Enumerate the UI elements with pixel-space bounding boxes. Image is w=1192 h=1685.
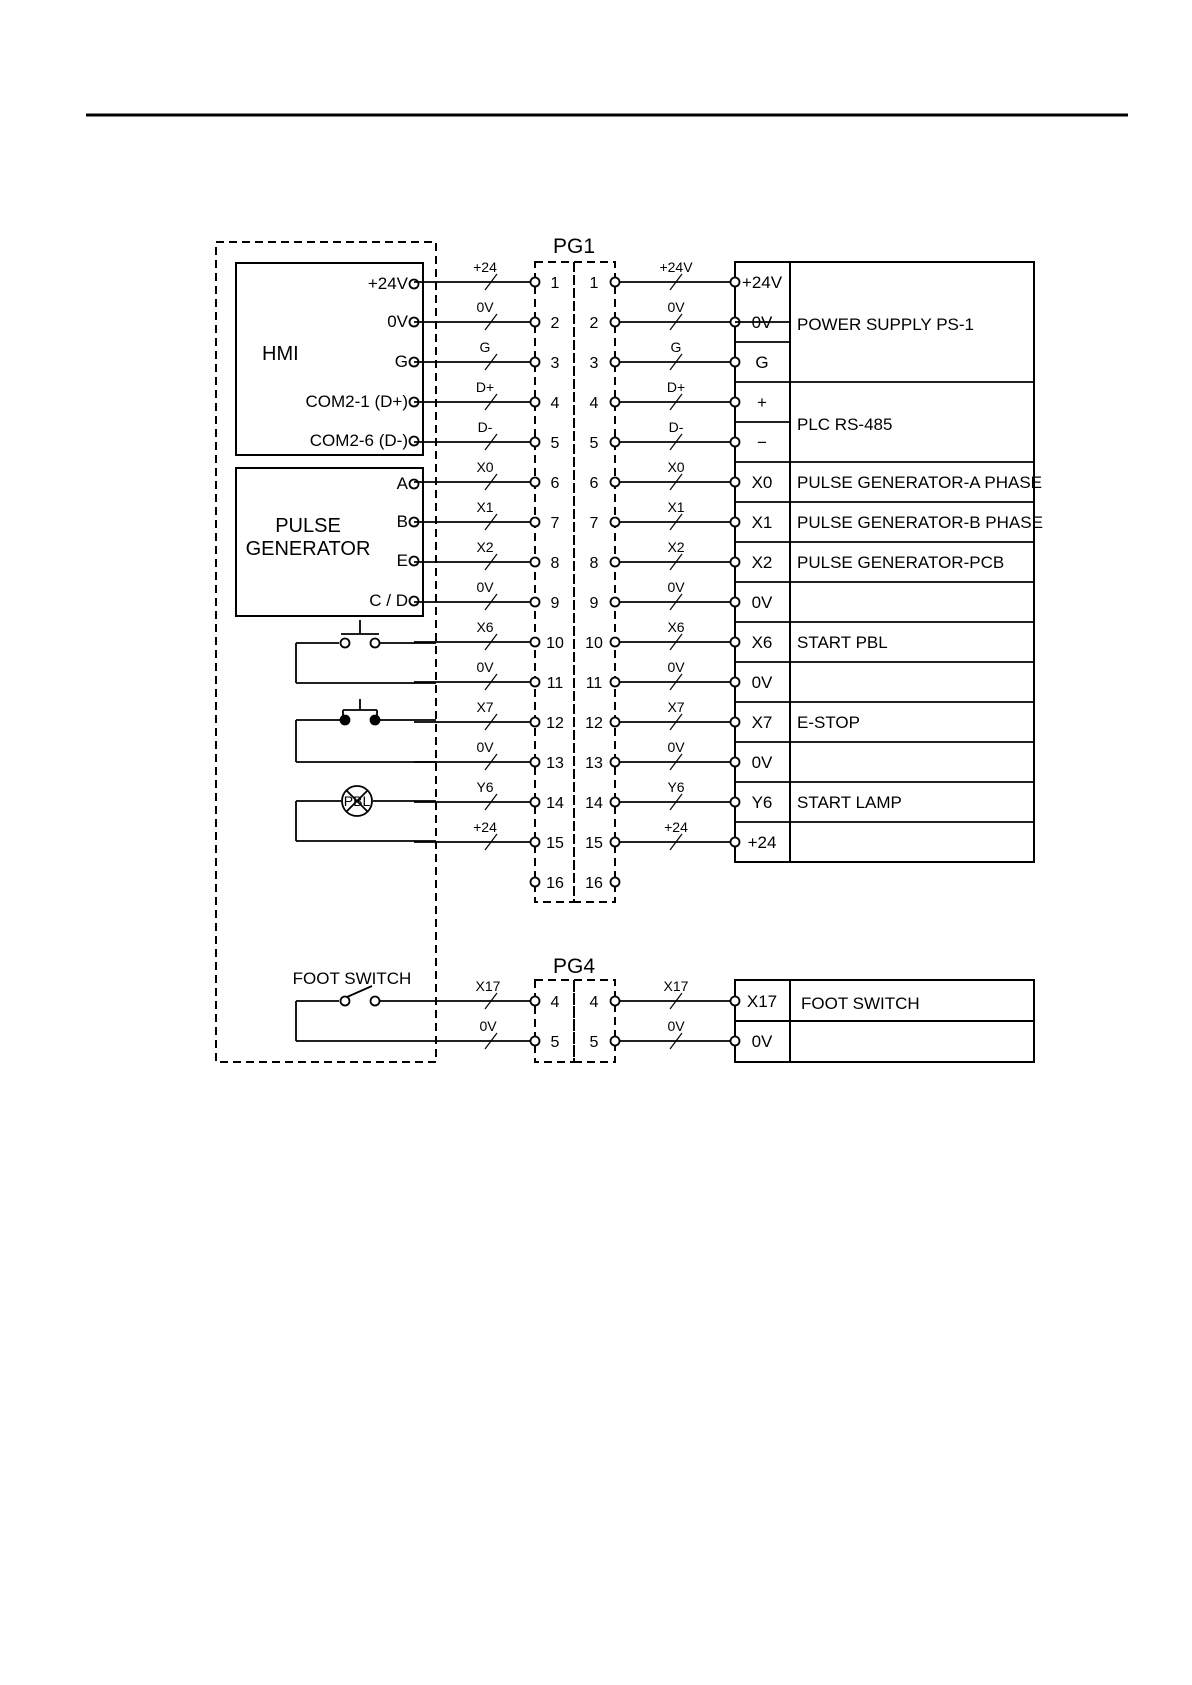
pg1-right-pin-0: 1: [589, 275, 599, 292]
pbl-lamp-label: PBL: [343, 793, 371, 809]
pg1-right-pin-dot-12: [611, 758, 620, 767]
pg1-right-pin-1: 2: [589, 315, 599, 332]
pg1-left-pin-dot-1: [531, 318, 540, 327]
pg1-right-pin-dot-1: [611, 318, 620, 327]
pg1-right-pin-10: 11: [585, 675, 603, 692]
pg1-left-pin-9: 10: [546, 635, 564, 652]
left-wire-label-13: Y6: [476, 779, 494, 795]
pg1-right-pin-dot-8: [611, 598, 620, 607]
pg1-left-pin-12: 13: [546, 755, 564, 772]
pg1-left-pin-5: 6: [550, 475, 560, 492]
pg4-right-wire-label-0: X17: [663, 978, 689, 994]
table-code-5: X0: [751, 473, 773, 492]
right-wire-label-7: X2: [667, 539, 685, 555]
pg1-right-pin-5: 6: [589, 475, 599, 492]
table-terminal-dot-11: [731, 718, 740, 727]
left-wire-label-9: X6: [476, 619, 494, 635]
right-wire-label-11: X7: [667, 699, 685, 715]
pg1-left-pin-dot-8: [531, 598, 540, 607]
power-supply-label: POWER SUPPLY PS-1: [797, 315, 974, 334]
pg1-right-pin-9: 10: [585, 635, 603, 652]
right-wire-label-13: Y6: [667, 779, 685, 795]
pg1-left-pin-dot-9: [531, 638, 540, 647]
table-terminal-dot-0: [731, 278, 740, 287]
table-description-6: E-STOP: [797, 713, 860, 732]
right-wire-label-12: 0V: [667, 739, 685, 755]
left-wire-label-3: D+: [475, 379, 495, 395]
table-code-14: +24: [747, 833, 777, 852]
right-wire-label-6: X1: [667, 499, 685, 515]
pg1-left-pin-dot-14: [531, 838, 540, 847]
left-wire-label-2: G: [479, 339, 491, 355]
pg4-left-pin-0: 4: [550, 994, 560, 1011]
pg1-left-pin-dot-7: [531, 558, 540, 567]
pg1-left-pin-8: 9: [550, 595, 560, 612]
pg4-table-terminal-dot-1: [731, 1037, 740, 1046]
pg1-left-pin-dot-15: [531, 878, 540, 887]
pg1-left-pin-4: 5: [550, 435, 560, 452]
right-wire-label-1: 0V: [667, 299, 685, 315]
pg1-left-pin-11: 12: [546, 715, 564, 732]
pg4-right-pin-0: 4: [589, 994, 599, 1011]
pg4-table-terminal-dot-0: [731, 997, 740, 1006]
pg1-right-pin-12: 13: [585, 755, 603, 772]
pg1-right-pin-dot-5: [611, 478, 620, 487]
pg1-right-pin-4: 5: [589, 435, 599, 452]
table-description-2: PULSE GENERATOR-PCB: [797, 553, 1005, 572]
table-code-1: 0V: [751, 313, 773, 332]
table-terminal-dot-12: [731, 758, 740, 767]
table-code-7: X2: [751, 553, 773, 572]
table-description-8: START LAMP: [797, 793, 902, 812]
pg1-right-pin-dot-4: [611, 438, 620, 447]
pg1-left-pin-dot-3: [531, 398, 540, 407]
pg4-title: PG4: [552, 955, 596, 978]
table-terminal-dot-7: [731, 558, 740, 567]
table-code-11: X7: [751, 713, 773, 732]
left-wire-label-14: +24: [473, 819, 497, 835]
wire-layer: [410, 274, 1035, 1049]
hmi-terminal-dot-4: [410, 437, 419, 446]
pg1-right-pin-dot-2: [611, 358, 620, 367]
label-layer: [306, 259, 1043, 1051]
pg1-right-pin-13: 14: [585, 795, 603, 812]
pg1-right-pin-dot-0: [611, 278, 620, 287]
left-wire-label-0: +24: [473, 259, 497, 275]
pg4-right-pin-1: 5: [589, 1034, 599, 1051]
foot-switch-symbol: [296, 986, 436, 1041]
table-terminal-dot-13: [731, 798, 740, 807]
pg1-left-pin-14: 15: [546, 835, 564, 852]
right-wire-label-3: D+: [666, 379, 686, 395]
pg1-left-pin-dot-5: [531, 478, 540, 487]
pg1-left-pin-2: 3: [550, 355, 560, 372]
table-terminal-dot-2: [731, 358, 740, 367]
table-code-4: −: [757, 433, 767, 452]
pulse-generator-label-line2: GENERATOR: [245, 538, 371, 560]
pg4-left-pin-1: 5: [550, 1034, 560, 1051]
pulse-generator-terminal-dot-3: [410, 597, 419, 606]
left-wire-label-7: X2: [476, 539, 494, 555]
table-code-12: 0V: [751, 753, 773, 772]
right-wire-label-9: X6: [667, 619, 685, 635]
hmi-terminal-dot-0: [410, 280, 419, 289]
plc-rs485-label: PLC RS-485: [797, 415, 893, 434]
pg1-right-pin-6: 7: [589, 515, 599, 532]
table-terminal-dot-5: [731, 478, 740, 487]
hmi-terminal-1: 0V: [387, 312, 408, 331]
pg1-right-pin-15: 16: [585, 875, 603, 892]
left-wire-label-6: X1: [476, 499, 494, 515]
table-terminal-dot-4: [731, 438, 740, 447]
pg1-right-pin-dot-14: [611, 838, 620, 847]
pulse-generator-terminal-dot-2: [410, 557, 419, 566]
pulse-generator-terminal-dot-0: [410, 480, 419, 489]
right-wire-label-0: +24V: [659, 259, 693, 275]
pg1-left-pin-3: 4: [550, 395, 560, 412]
table-terminal-dot-6: [731, 518, 740, 527]
hmi-label: HMI: [262, 343, 299, 365]
pg1-left-pin-dot-2: [531, 358, 540, 367]
pg4-description-0: FOOT SWITCH: [801, 994, 920, 1013]
right-wire-label-5: X0: [667, 459, 685, 475]
table-code-6: X1: [751, 513, 773, 532]
pg1-left-pin-0: 1: [550, 275, 560, 292]
table-terminal-dot-10: [731, 678, 740, 687]
pg1-right-pin-dot-6: [611, 518, 620, 527]
right-wire-label-8: 0V: [667, 579, 685, 595]
pg1-right-pin-2: 3: [589, 355, 599, 372]
right-wire-label-2: G: [670, 339, 682, 355]
pg1-right-pin-3: 4: [589, 395, 599, 412]
table-code-2: G: [755, 353, 769, 372]
table-terminal-dot-8: [731, 598, 740, 607]
pg1-left-pin-1: 2: [550, 315, 560, 332]
pg1-left-pin-10: 11: [546, 675, 564, 692]
pg1-left-pin-dot-6: [531, 518, 540, 527]
pg4-left-pin-dot-0: [531, 997, 540, 1006]
pg1-left-pin-dot-13: [531, 798, 540, 807]
pg1-right-pin-dot-3: [611, 398, 620, 407]
pulse-generator-label-line1: PULSE: [275, 515, 341, 537]
pg4-table-code-1: 0V: [751, 1032, 773, 1051]
pg1-left-pin-dot-10: [531, 678, 540, 687]
left-wire-label-11: X7: [476, 699, 494, 715]
pg4-table-code-0: X17: [746, 992, 778, 1011]
hmi-terminal-2: G: [394, 352, 408, 371]
pg1-right-pin-dot-13: [611, 798, 620, 807]
pg4-left-wire-label-0: X17: [475, 978, 501, 994]
pg4-right-pin-dot-0: [611, 997, 620, 1006]
right-wire-label-4: D-: [668, 419, 684, 435]
table-code-3: +: [757, 393, 767, 412]
table-code-13: Y6: [751, 793, 773, 812]
left-wire-label-10: 0V: [476, 659, 494, 675]
left-wire-label-5: X0: [476, 459, 494, 475]
start-pushbutton-symbol: [296, 620, 436, 683]
pg1-left-pin-7: 8: [550, 555, 560, 572]
table-code-8: 0V: [751, 593, 773, 612]
pg1-left-pin-13: 14: [546, 795, 564, 812]
left-wire-label-12: 0V: [476, 739, 494, 755]
pulse-generator-terminal-2: E: [396, 551, 408, 570]
pg1-right-pin-dot-15: [611, 878, 620, 887]
pg1-left-pin-dot-4: [531, 438, 540, 447]
pg1-right-pin-dot-10: [611, 678, 620, 687]
foot-switch-label: FOOT SWITCH: [292, 969, 412, 988]
pg1-right-pin-dot-7: [611, 558, 620, 567]
pg1-right-pin-dot-11: [611, 718, 620, 727]
pg1-left-pin-6: 7: [550, 515, 560, 532]
pg1-right-pin-11: 12: [585, 715, 603, 732]
pg4-left-pin-dot-1: [531, 1037, 540, 1046]
pulse-generator-terminal-3: C / D: [369, 591, 408, 610]
table-code-10: 0V: [751, 673, 773, 692]
table-description-0: PULSE GENERATOR-A PHASE: [797, 473, 1042, 492]
hmi-terminal-3: COM2-1 (D+): [305, 392, 408, 411]
table-terminal-dot-3: [731, 398, 740, 407]
pg1-right-pin-dot-9: [611, 638, 620, 647]
pg1-left-pin-15: 16: [546, 875, 564, 892]
pg4-right-wire-label-1: 0V: [667, 1018, 685, 1034]
pg1-title: PG1: [552, 235, 596, 258]
table-description-1: PULSE GENERATOR-B PHASE: [797, 513, 1043, 532]
left-wire-label-4: D-: [477, 419, 493, 435]
pg1-left-pin-dot-11: [531, 718, 540, 727]
hmi-terminal-4: COM2-6 (D-): [309, 431, 408, 450]
left-wire-label-1: 0V: [476, 299, 494, 315]
table-terminal-dot-9: [731, 638, 740, 647]
pg1-right-pin-7: 8: [589, 555, 599, 572]
pg1-left-pin-dot-0: [531, 278, 540, 287]
pg4-left-wire-label-1: 0V: [479, 1018, 497, 1034]
pulse-generator-terminal-0: A: [396, 474, 408, 493]
estop-switch-symbol: [296, 699, 436, 762]
pg1-left-pin-dot-12: [531, 758, 540, 767]
pg4-right-pin-dot-1: [611, 1037, 620, 1046]
left-wire-label-8: 0V: [476, 579, 494, 595]
pulse-generator-terminal-1: B: [396, 512, 408, 531]
right-wire-label-14: +24: [664, 819, 688, 835]
pg1-right-pin-14: 15: [585, 835, 603, 852]
table-terminal-dot-14: [731, 838, 740, 847]
hmi-terminal-0: +24V: [367, 274, 408, 293]
table-code-0: +24V: [741, 273, 783, 292]
right-wire-label-10: 0V: [667, 659, 685, 675]
table-description-4: START PBL: [797, 633, 888, 652]
pg1-right-pin-8: 9: [589, 595, 599, 612]
table-code-9: X6: [751, 633, 773, 652]
